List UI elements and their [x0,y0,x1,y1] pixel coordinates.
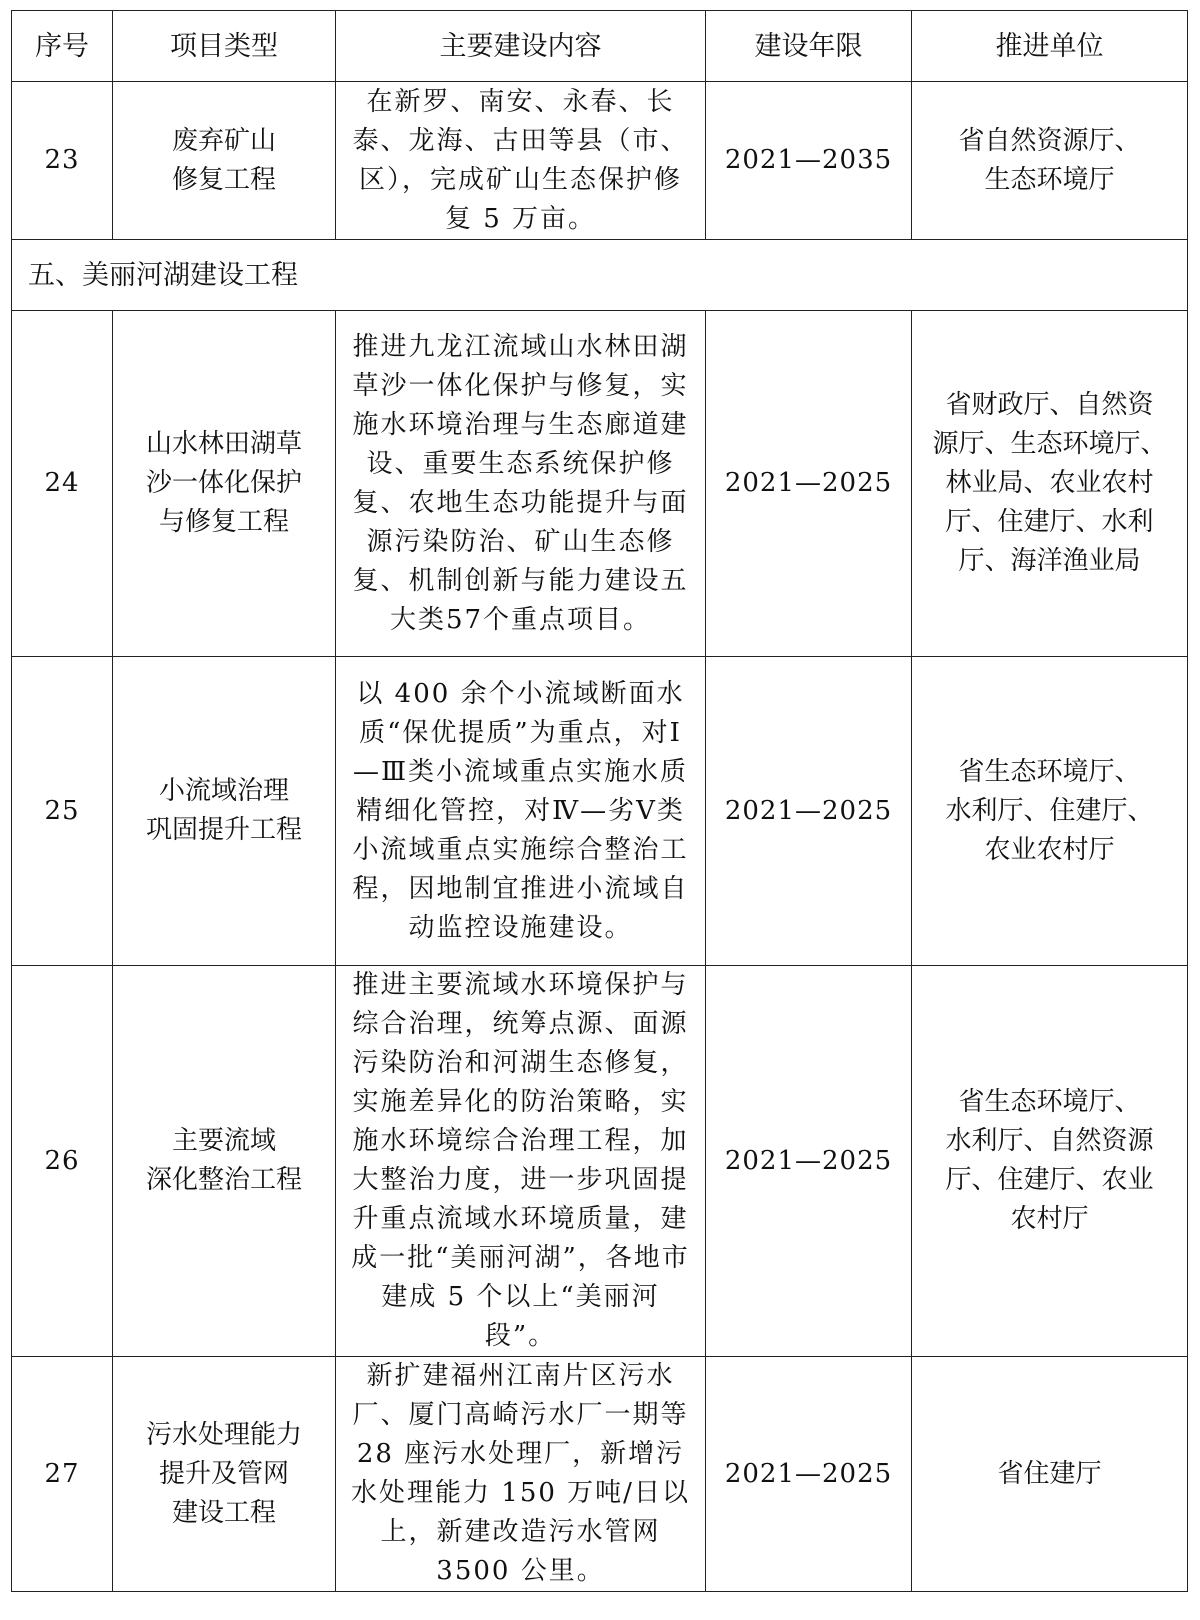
row-number: 26 [12,966,113,1357]
header-responsible-unit: 推进单位 [912,11,1188,82]
project-type [113,82,336,240]
project-type-line: 提升及管网 [158,1458,289,1489]
row-number: 27 [12,1357,113,1592]
responsible-unit [912,966,1188,1357]
table-row [12,966,1188,1357]
responsible-unit [912,311,1188,657]
project-type-line: 废弃矿山 [171,125,276,156]
project-type-line: 沙一体化保护 [145,468,302,498]
table-row [12,657,1188,966]
main-content: 推进主要流域水环境保护与综合治理，统筹点源、面源污染防治和河湖生态修复，实施差异化的防治策略，实施水环境综合治理工程，加大整治力度，进一步巩固提升重点流域水环境质量，建成一批“美丽河湖”，各地市建成 5 个以上“美丽河段”。 [336,966,706,1357]
project-type-line: 建设工程 [171,1497,276,1528]
unit-line: 厅、住建厅、农业 [945,1165,1154,1195]
project-type [113,311,336,657]
header-project-type: 项目类型 [113,11,336,82]
unit-line: 省住建厅 [997,1458,1102,1489]
project-type-line: 污水处理能力 [145,1419,302,1450]
table-header-row [12,11,1188,82]
unit-line: 农村厅 [1010,1204,1089,1234]
unit-line: 省生态环境厅、 [958,756,1141,787]
row-number: 24 [12,311,113,657]
row-number: 25 [12,657,113,966]
unit-line: 水利厅、住建厅、 [945,795,1154,826]
main-content: 在新罗、南安、永春、长泰、龙海、古田等县（市、区），完成矿山生态保护修复 5 万亩。 [336,82,706,240]
unit-line: 省自然资源厅、 [958,125,1141,156]
project-type [113,966,336,1357]
project-type-line: 修复工程 [171,164,276,195]
main-content: 新扩建福州江南片区污水厂、厦门高崎污水厂一期等 28 座污水处理厂，新增污水处理能力 150 万吨/日以上，新建改造污水管网 3500 公里。 [336,1357,706,1592]
responsible-unit [912,82,1188,240]
project-type [113,657,336,966]
unit-line: 农业农村厅 [984,834,1115,865]
construction-period: 2021—2025 [706,966,912,1357]
row-number: 23 [12,82,113,240]
construction-period: 2021—2025 [706,1357,912,1592]
responsible-unit [912,657,1188,966]
table-row [12,82,1188,240]
table-row [12,1357,1188,1592]
unit-line: 生态环境厅 [984,164,1115,195]
projects-table [11,10,1188,1592]
unit-line: 厅、海洋渔业局 [958,546,1141,576]
header-index: 序号 [12,11,113,82]
unit-line: 省生态环境厅、 [958,1087,1141,1117]
construction-period: 2021—2025 [706,657,912,966]
main-content: 推进九龙江流域山水林田湖草沙一体化保护与修复，实施水环境治理与生态廊道建设、重要生态系统保护修复、农地生态功能提升与面源污染防治、矿山生态修复、机制创新与能力建设五大类57个重点项目。 [336,311,706,657]
unit-line: 源厅、生态环境厅、 [932,429,1167,459]
table-row [12,311,1188,657]
header-construction-period: 建设年限 [706,11,912,82]
unit-line: 水利厅、自然资源 [945,1126,1154,1156]
project-type-line: 小流域治理 [158,776,289,806]
header-main-content: 主要建设内容 [336,11,706,82]
project-type-line: 主要流域 [171,1126,276,1156]
unit-line: 省财政厅、自然资 [945,390,1154,420]
responsible-unit [912,1357,1188,1592]
project-type-line: 与修复工程 [158,507,289,537]
project-type [113,1357,336,1592]
construction-period: 2021—2025 [706,311,912,657]
section-row [12,240,1188,311]
main-content: 以 400 余个小流域断面水质“保优提质”为重点，对Ⅰ—Ⅲ类小流域重点实施水质精细化管控，对Ⅳ—劣Ⅴ类小流域重点实施综合整治工程，因地制宜推进小流域自动监控设施建设。 [336,657,706,966]
project-type-line: 深化整治工程 [145,1165,302,1195]
project-type-line: 巩固提升工程 [145,815,302,845]
construction-period: 2021—2035 [706,82,912,240]
section-title: 五、美丽河湖建设工程 [12,240,1188,311]
project-type-line: 山水林田湖草 [145,429,302,459]
unit-line: 厅、住建厅、水利 [945,507,1154,537]
unit-line: 林业局、农业农村 [945,468,1154,498]
